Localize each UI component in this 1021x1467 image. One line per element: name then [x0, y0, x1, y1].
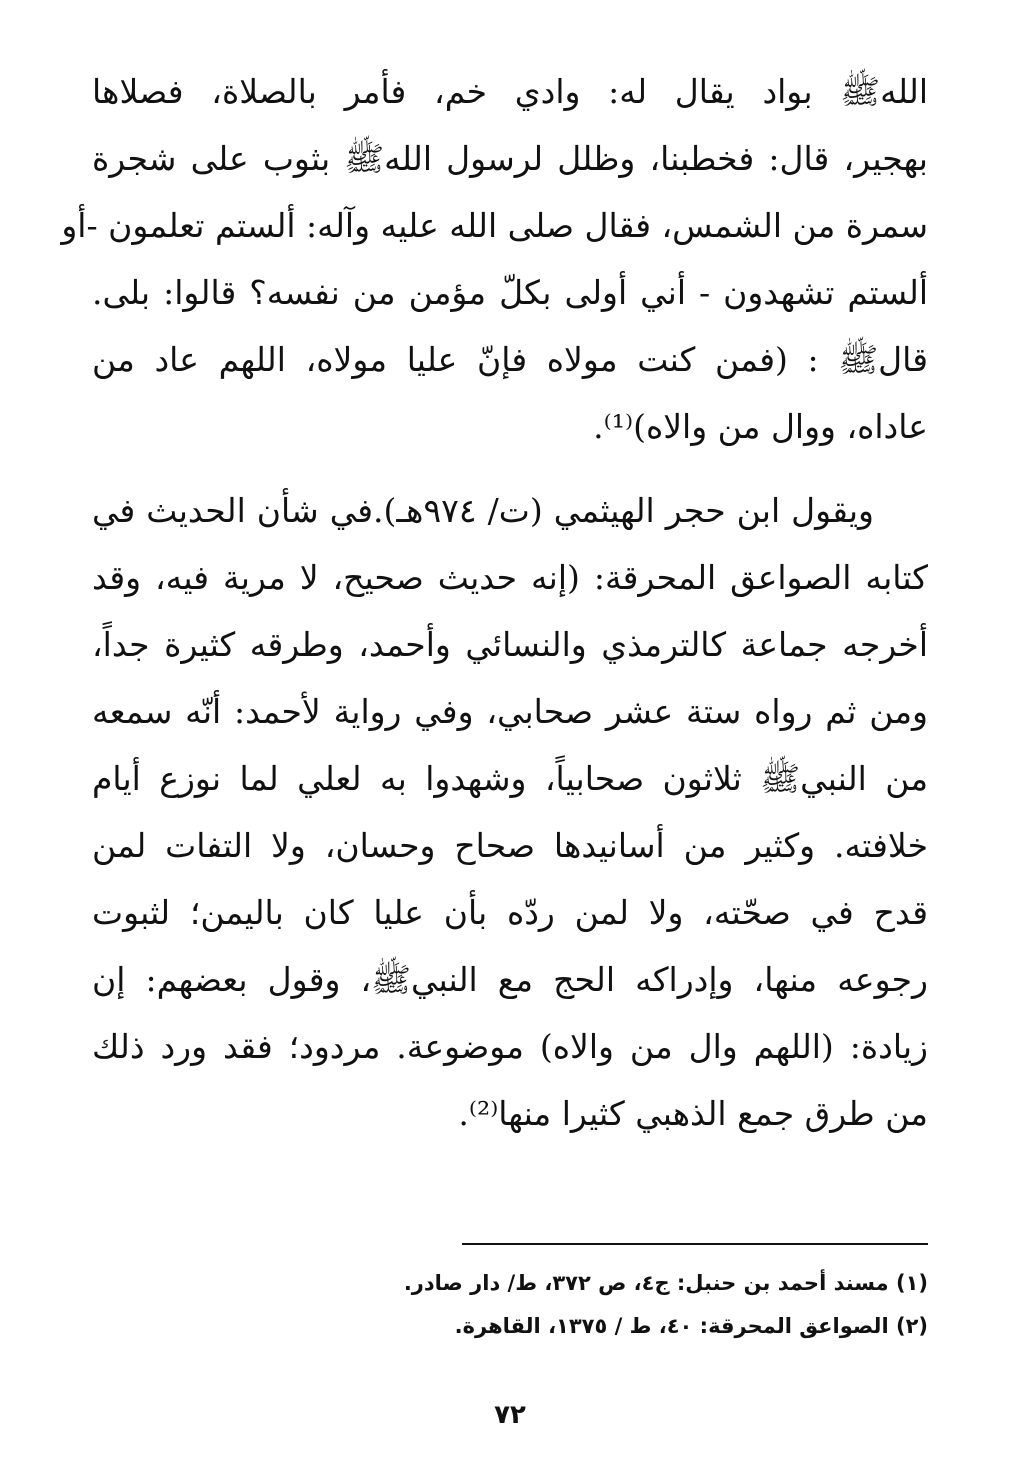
text-line: أخرجه جماعة كالترمذي والنسائي وأحمد، وطرقه كثيرة جداً، [92, 625, 928, 664]
footnote-divider [462, 1243, 928, 1245]
paragraph-2 [92, 477, 928, 1147]
text-line: اللهﷺ بواد يقال له: وادي خم، فأمر بالصلاة، فصلاها [92, 72, 928, 111]
text-line: ومن ثم رواه ستة عشر صحابي، وفي رواية لأحمد: أنّه سمعه [92, 692, 928, 731]
text-line: سمرة من الشمس، فقال صلى الله عليه وآله: ألستم تعلمون -أو [61, 206, 928, 245]
text-line: عاداه، ووال من والاه)⁽¹⁾. [593, 407, 928, 446]
paragraph-1 [61, 58, 928, 460]
text-line: بهجير، قال: فخطبنا، وظلل لرسول اللهﷺ بثوب على شجرة [92, 139, 928, 178]
text-line: قالﷺ : (فمن كنت مولاه فإنّ عليا مولاه، اللهم عاد من [92, 340, 928, 379]
text-line: قدح في صحّته، ولا لمن ردّه بأن عليا كان باليمن؛ لثبوت [92, 893, 928, 932]
text-line: كتابه الصواعق المحرقة: (إنه حديث صحيح، لا مرية فيه، وقد [92, 558, 928, 597]
text-line: رجوعه منها، وإدراكه الحج مع النبيﷺ، وقول بعضهم: إن [92, 960, 928, 999]
text-line: زيادة: (اللهم وال من والاه) موضوعة. مردود؛ فقد ورد ذلك [92, 1027, 928, 1066]
text-line: ويقول ابن حجر الهيثمي (ت/ ٩٧٤هـ).في شأن الحديث في [92, 491, 874, 530]
text-line: ألستم تشهدون - أني أولى بكلّ مؤمن من نفسه؟ قالوا: بلى. [92, 273, 928, 312]
footnotes [200, 1262, 928, 1348]
text-line: خلافته. وكثير من أسانيدها صحاح وحسان، ولا التفات لمن [92, 826, 928, 865]
footnote-2: (٢) الصواعق المحرقة: ٤٠، ط / ١٣٧٥، القاهرة. [454, 1314, 928, 1338]
text-line: من النبيﷺ ثلاثون صحابياً، وشهدوا به لعلي لما نوزع أيام [92, 759, 929, 798]
footnote-1: (١) مسند أحمد بن حنبل: ج٤، ص ٣٧٢، ط/ دار صادر. [403, 1271, 928, 1295]
text-line: من طرق جمع الذهبي كثيرا منها⁽²⁾. [458, 1094, 928, 1133]
page-number: ٧٢ [494, 1400, 526, 1430]
